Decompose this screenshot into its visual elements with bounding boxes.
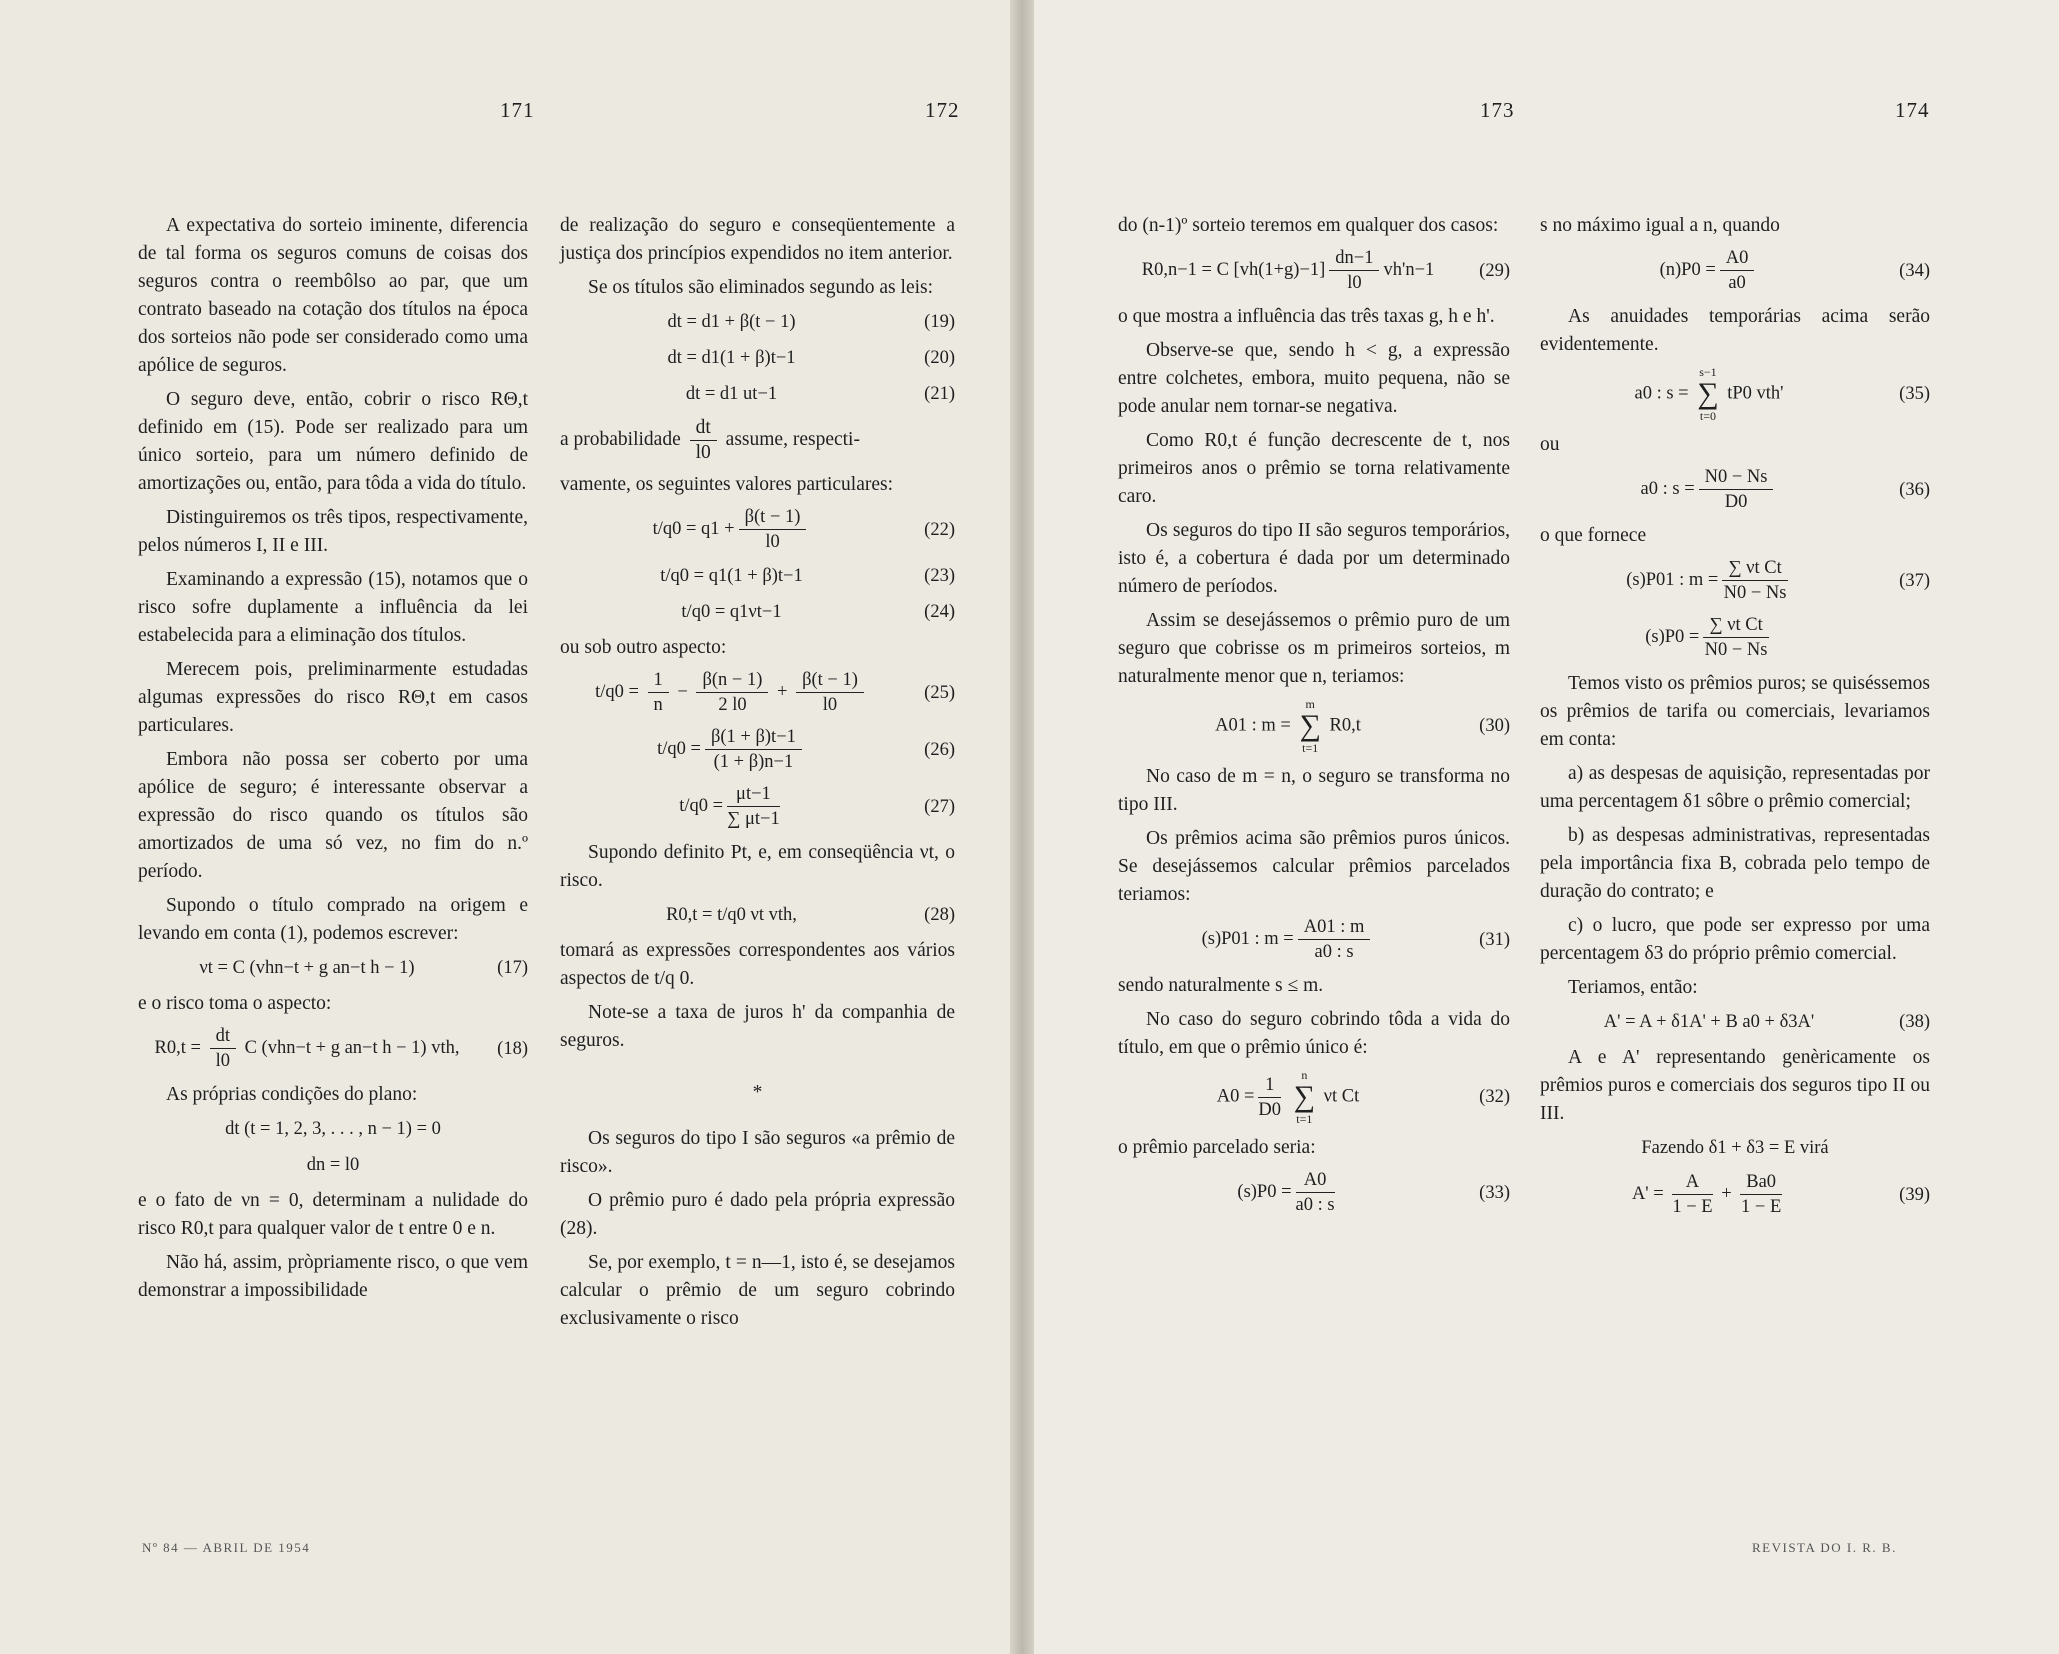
equation-31: (s)P01 : m = $\frac{A01 : m}{a0 : s}$ (31) [1201, 917, 1510, 962]
equation-27: t/q0 = $\frac{\mu t-1}{\sum \mu t-1}$ (27) [679, 784, 955, 829]
column-page-172 [560, 212, 955, 1339]
page-number-172: 172 [925, 98, 960, 122]
paragraph: As próprias condições do plano: [166, 1084, 418, 1105]
paragraph: s no máximo igual a n, quando [1540, 215, 1780, 236]
page-number-174: 174 [1895, 98, 1930, 122]
equation-37b: (s)P0 = $\frac{\text{∑ νt Ct}}{N0 - Ns}$ [1645, 615, 1768, 660]
equation-36: a0 : s = $\frac{N0 - Ns}{D0}$ (36) [1640, 467, 1930, 512]
equation-24: t/q0 = q1νt−1 (24) [681, 602, 955, 622]
equation-conditions: dn = l0 [306, 1155, 360, 1175]
footer-left: Nº 84 — ABRIL DE 1954 [142, 1540, 311, 1555]
paragraph: Distinguiremos os três tipos, respectivamente, pelos números I, II e III. [138, 507, 528, 556]
paragraph: ou [1540, 434, 1560, 455]
paragraph: No caso do seguro cobrindo tôda a vida do título, em que o prêmio único é: [1118, 1009, 1510, 1058]
paragraph: Note-se a taxa de juros h' da companhia de seguros. [560, 1002, 955, 1051]
equation-37: (s)P01 : m = $\frac{\text{∑ νt Ct}}{N0 - Ns}$ (37) [1626, 558, 1930, 603]
paragraph: A e A' representando genèricamente os prêmios puros e comerciais dos seguros tipo II ou III. [1540, 1047, 1930, 1124]
equation-19: dt = d1 + β(t − 1) (19) [667, 312, 955, 332]
equation-17: νt = C (vhn−t + g an−t h − 1) (17) [199, 958, 528, 978]
section-separator: * [752, 1082, 763, 1103]
paragraph: Assim se desejássemos o prêmio puro de um seguro que cobrisse os m primeiros sorteios, m naturalmente menor que n, teriamos: [1118, 610, 1510, 687]
equation-32: A0 = $\frac{1}{D0}$ n ∑ t=1 νt Ct (32) [1216, 1068, 1510, 1126]
paragraph: b) as despesas administrativas, representadas pela importância fixa B, cobrada pelo tempo de duração do contrato; e [1540, 825, 1930, 902]
paragraph: Supondo o título comprado na origem e levando em conta (1), podemos escrever: [138, 895, 528, 944]
paragraph: O seguro deve, então, cobrir o risco RΘ,t definido em (15). Pode ser realizado para um único sorteio, para um número definido de amortizações ou, então, para tôda a vida do título. [138, 389, 528, 494]
equation-28: R0,t = t/q0 νt vth, (28) [666, 905, 955, 925]
paragraph: Como R0,t é função decrescente de t, nos primeiros anos o prêmio se torna relativamente caro. [1118, 430, 1510, 507]
book-gutter [1010, 0, 1034, 1654]
paragraph: Os prêmios acima são prêmios puros únicos. Se desejássemos calcular prêmios parcelados teriamos: [1118, 828, 1510, 905]
equation-34: (n)P0 = $\frac{A0}{a0}$ (34) [1659, 248, 1930, 293]
equation-38: A' = A + δ1A' + B a0 + δ3A' (38) [1603, 1012, 1930, 1032]
paragraph: do (n-1)º sorteio teremos em qualquer dos casos: [1118, 215, 1499, 236]
paragraph: o prêmio parcelado seria: [1118, 1137, 1316, 1158]
paragraph: Supondo definito Pt, e, em conseqüência νt, o risco. [560, 842, 955, 891]
paragraph: Teriamos, então: [1568, 977, 1698, 998]
page-number-173: 173 [1480, 98, 1515, 122]
paragraph: o que mostra a influência das três taxas g, h e h'. [1118, 306, 1495, 327]
equation-39: A' = $\frac{A}{1 - E}$ + $\frac{Ba0}{1 - E}$ (39) [1631, 1172, 1930, 1217]
page-number-171: 171 [500, 98, 535, 122]
paragraph: vamente, os seguintes valores particulares: [560, 474, 894, 495]
formula-intro: Fazendo δ1 + δ3 = E virá [1641, 1138, 1829, 1158]
paragraph: Examinando a expressão (15), notamos que o risco sofre duplamente a influência da lei estabelecida para a eliminação dos títulos. [138, 569, 528, 646]
column-page-171 [138, 212, 528, 1311]
paragraph: Se os títulos são eliminados segundo as leis: [588, 277, 934, 298]
column-page-173 [1118, 212, 1510, 1225]
paragraph: a) as despesas de aquisição, representadas por uma percentagem δ1 sôbre o prêmio comercial; [1540, 763, 1930, 812]
paragraph: sendo naturalmente s ≤ m. [1118, 975, 1324, 996]
equation-35: a0 : s = s−1 ∑ t=0 tP0 vth' (35) [1634, 365, 1930, 423]
paragraph: Embora não possa ser coberto por uma apólice de seguro; é interessante observar a expressão do risco quando os títulos são amortizados de uma só vez, no fim do n.º período. [138, 749, 528, 882]
paragraph: tomará as expressões correspondentes aos vários aspectos de t/q 0. [560, 940, 955, 989]
paragraph: Se, por exemplo, t = n—1, isto é, se desejamos calcular o prêmio de um seguro cobrindo exclusivamente o risco [560, 1252, 955, 1329]
paragraph: de realização do seguro e conseqüentemente a justiça dos princípios expendidos no item anterior. [560, 215, 955, 264]
paragraph: As anuidades temporárias acima serão evidentemente. [1540, 306, 1930, 355]
paragraph: O prêmio puro é dado pela própria expressão (28). [560, 1190, 955, 1239]
paragraph: e o fato de νn = 0, determinam a nulidade do risco R0,t para qualquer valor de t entre 0 e n. [138, 1190, 528, 1239]
paragraph: o que fornece [1540, 525, 1647, 546]
equation-26: t/q0 = $\frac{\beta(1 + \beta)t-1}{(1 + \beta)n-1}$ (26) [657, 727, 955, 772]
paragraph: a probabilidade $\frac{dt}{l0}$ assume, respecti- [560, 417, 860, 463]
equation-29: R0,n−1 = C [vh(1+g)−1] $\frac{dn-1}{l0}$ vh'n−1 (29) [1141, 248, 1510, 293]
equation-21: dt = d1 ut−1 (21) [685, 384, 955, 404]
equation-18: R0,t = $\frac{dt}{l0}$ C (vhn−t + g an−t h − 1) vth, (18) [154, 1026, 528, 1071]
paragraph: Os seguros do tipo I são seguros «a prêmio de risco». [560, 1128, 955, 1177]
equation-33: (s)P0 = $\frac{A0}{a0 : s}$ (33) [1237, 1170, 1510, 1215]
equation-25: t/q0 = $\frac{1}{n}$ − $\frac{\beta(n - 1)}{2 l0}$ + $\frac{\beta(t - 1)}{l0}$ (25) [595, 670, 955, 715]
footer-right: REVISTA DO I. R. B. [1752, 1540, 1897, 1555]
paragraph: Merecem pois, preliminarmente estudadas algumas expressões do risco RΘ,t em casos particulares. [138, 659, 528, 736]
paragraph: e o risco toma o aspecto: [138, 993, 332, 1014]
column-page-174 [1540, 212, 1930, 1227]
equation-23: t/q0 = q1(1 + β)t−1 (23) [660, 566, 955, 586]
equation-30: A01 : m = m ∑ t=1 R0,t (30) [1215, 697, 1510, 755]
paragraph: Os seguros do tipo II são seguros temporários, isto é, a cobertura é dada por um determinado número de períodos. [1118, 520, 1510, 597]
paragraph: Observe-se que, sendo h < g, a expressão entre colchetes, embora, muito pequena, não se pode anular nem tornar-se negativa. [1118, 340, 1510, 417]
paragraph: ou sob outro aspecto: [560, 637, 727, 658]
paragraph: No caso de m = n, o seguro se transforma no tipo III. [1118, 766, 1510, 815]
equation-20: dt = d1(1 + β)t−1 (20) [667, 348, 955, 368]
paragraph: Não há, assim, pròpriamente risco, o que vem demonstrar a impossibilidade [138, 1252, 528, 1301]
paragraph: A expectativa do sorteio iminente, diferencia de tal forma os seguros comuns de coisas dos seguros contra o reembôlso ao par, que um contrato baseado na cotação dos títulos na época dos sorteios não pode ser considerado como uma apólice de seguros. [138, 215, 528, 376]
equation-conditions: dt (t = 1, 2, 3, . . . , n − 1) = 0 [225, 1119, 441, 1139]
paragraph: c) o lucro, que pode ser expresso por uma percentagem δ3 do próprio prêmio comercial. [1540, 915, 1930, 964]
paragraph: Temos visto os prêmios puros; se quiséssemos os prêmios de tarifa ou comerciais, levariamos em conta: [1540, 673, 1930, 750]
equation-22: t/q0 = q1 + $\frac{\beta(t - 1)}{l0}$ (22) [652, 507, 955, 552]
